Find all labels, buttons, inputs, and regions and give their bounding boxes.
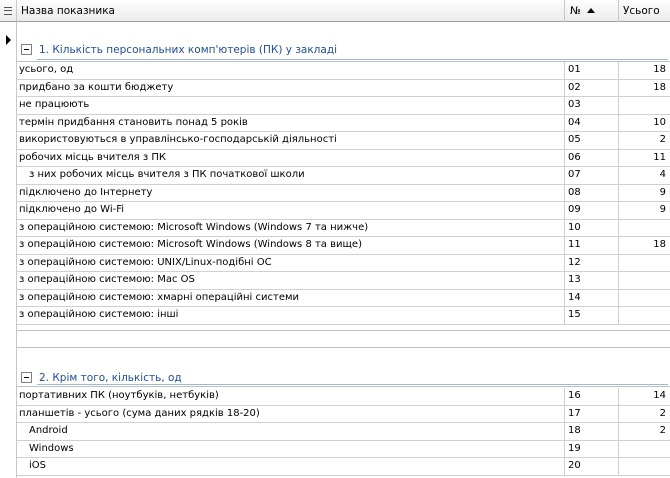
group-underline: [37, 59, 668, 60]
group-underline: [37, 384, 668, 385]
table-row[interactable]: портативних ПК (ноутбуків, нетбуків) 16 14: [17, 388, 670, 406]
group-title: 2. Крім того, кількість, од: [39, 372, 182, 384]
table-row[interactable]: з них робочих місць вчителя з ПК початкової школи 07 4: [17, 167, 670, 185]
table-row[interactable]: термін придбання становить понад 5 років 04 10: [17, 115, 670, 133]
group-title: 1. Кількість персональних комп'ютерів (ПК) у закладі: [39, 44, 338, 56]
table-row[interactable]: не працюють 03: [17, 97, 670, 115]
collapse-icon[interactable]: [21, 44, 32, 55]
table-row[interactable]: підключено до Інтернету 08 9: [17, 185, 670, 203]
column-header-number[interactable]: №: [565, 0, 619, 22]
table-row[interactable]: з операційною системою: хмарні операційні системи 14: [17, 290, 670, 308]
table-row[interactable]: Android 18 2: [17, 423, 670, 441]
collapse-icon[interactable]: [21, 372, 32, 383]
table-row[interactable]: з операційною системою: UNIX/Linux-подібні ОС 12: [17, 255, 670, 273]
table-row[interactable]: з операційною системою: Microsoft Windows (Windows 8 та вище) 11 18: [17, 237, 670, 255]
table-row[interactable]: планшетів - усього (сума даних рядків 18-20) 17 2: [17, 406, 670, 424]
column-chooser-button[interactable]: [0, 0, 17, 22]
group-footer-row: [17, 330, 670, 348]
table-row[interactable]: використовуються в управлінсько-господарській діяльності 05 2: [17, 132, 670, 150]
table-row[interactable]: iOS 20: [17, 458, 670, 476]
table-row[interactable]: робочих місць вчителя з ПК 06 11: [17, 150, 670, 168]
group-row-additional-count[interactable]: [17, 350, 670, 387]
sort-ascending-icon: [587, 8, 595, 13]
row-indicator-column: [0, 0, 17, 478]
grid-header: [17, 0, 670, 22]
table-row[interactable]: придбано за кошти бюджету 02 18: [17, 80, 670, 98]
table-row[interactable]: з операційною системою: Microsoft Windows (Windows 7 та нижче) 10: [17, 220, 670, 238]
table-row[interactable]: з операційною системою: інші 15: [17, 307, 670, 325]
column-header-name[interactable]: Назва показника: [17, 0, 565, 22]
table-row[interactable]: усього, од 01 18: [17, 62, 670, 80]
group-row-pc-count[interactable]: [17, 24, 670, 62]
table-row[interactable]: Windows 19: [17, 441, 670, 459]
current-row-pointer-icon: [6, 35, 11, 45]
table-row[interactable]: підключено до Wi-Fi 09 9: [17, 202, 670, 220]
column-header-total[interactable]: Усього: [623, 5, 660, 17]
list-icon: [4, 7, 12, 15]
table-row[interactable]: з операційною системою: Mac OS 13: [17, 272, 670, 290]
